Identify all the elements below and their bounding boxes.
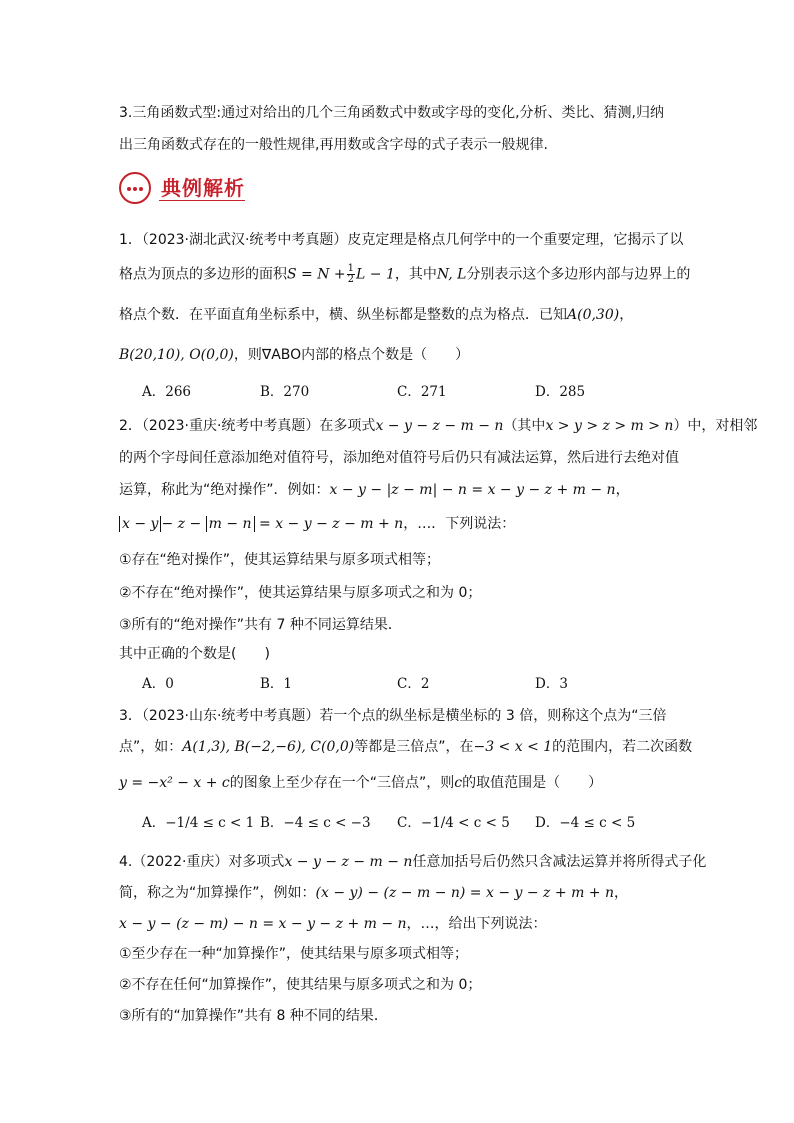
q2-option-a[interactable]: A．0 <box>142 676 174 692</box>
q1-line-1: 1．（2023·湖北武汉·统考中考真题）皮克定理是格点几何学中的一个重要定理，它揭示了以 <box>119 232 684 248</box>
q2-statement-3: ③所有的“绝对操作”共有 7 种不同运算结果． <box>119 617 402 633</box>
q4-line-3: x − y − (z − m) − n = x − y − z + m − n，…，给出下列说法： <box>119 916 547 932</box>
q1-points-bo: B(20,10), O(0,0) <box>119 347 234 363</box>
intro-line-1: 3.三角函数式型:通过对给出的几个三角函数式中数或字母的变化,分析、类比、猜测,归纳 <box>119 105 664 121</box>
q3-option-b[interactable]: B．−4 ≤ c < −3 <box>260 815 371 831</box>
q2-option-d[interactable]: D．3 <box>535 676 568 692</box>
q2-option-c[interactable]: C．2 <box>397 676 430 692</box>
q2-statement-1: ①存在“绝对操作”，使其运算结果与原多项式相等； <box>119 552 441 568</box>
section-title-underline <box>159 200 245 201</box>
q1-line-4: B(20,10), O(0,0)，则∇ABO内部的格点个数是（ ） <box>119 347 470 363</box>
q3-line-2: 点”，如：A(1,3), B(−2,−6), C(0,0)等都是三倍点”，在−3 < x < 1的范围内，若二次函数 <box>119 739 693 755</box>
q3-line-1: 3．（2023·山东·统考中考真题）若一个点的纵坐标是横坐标的 3 倍，则称这个点为“三倍 <box>119 708 667 724</box>
q3-option-c[interactable]: C．−1/4 < c < 5 <box>397 815 510 831</box>
q2-question: 其中正确的个数是( ) <box>119 646 270 662</box>
q1-option-c[interactable]: C．271 <box>397 384 447 400</box>
q1-option-b[interactable]: B．270 <box>260 384 310 400</box>
q2-option-b[interactable]: B．1 <box>260 676 293 692</box>
q4-line-2: 简，称之为“加算操作”，例如：(x − y) − (z − m − n) = x − y − z + m + n， <box>119 885 628 901</box>
q2-polynomial: x − y − z − m − n <box>375 418 504 434</box>
q4-example-1: (x − y) − (z − m − n) = x − y − z + m + n <box>315 885 614 901</box>
q1-option-d[interactable]: D．285 <box>535 384 586 400</box>
q1-option-a[interactable]: A．266 <box>142 384 192 400</box>
q3-points: A(1,3), B(−2,−6), C(0,0) <box>182 739 355 755</box>
q1-text: 格点为顶点的多边形的面积 <box>119 266 287 283</box>
section-header <box>119 170 319 206</box>
q2-line-4: x − y − z − m − n = x − y − z − m + n，…．下列说法： <box>119 514 515 534</box>
q4-statement-1: ①至少存在一种“加算操作”，使其结果与原多项式相等； <box>119 946 469 962</box>
intro-line-2: 出三角函数式存在的一般性规律,再用数或含字母的式子表示一般规律. <box>119 137 548 153</box>
q1-point-a: A(0,30) <box>567 307 620 323</box>
q3-function: y = −x² − x + c <box>119 775 230 791</box>
q1-formula-l: L − 1 <box>356 266 395 283</box>
q2-example-1: x − y − |z − m| − n = x − y − z + m − n <box>329 482 616 498</box>
q3-option-d[interactable]: D．−4 ≤ c < 5 <box>535 815 636 831</box>
q1-line-3: 格点个数．在平面直角坐标系中，横、纵坐标都是整数的点为格点．已知A(0,30)， <box>119 307 634 323</box>
q4-statement-3: ③所有的“加算操作”共有 8 种不同的结果． <box>119 1008 388 1024</box>
q1-fraction: $\frac{1}{2}$ <box>347 263 355 285</box>
q4-example-2: x − y − (z − m) − n = x − y − z + m − n <box>119 916 407 932</box>
q2-line-3: 运算，称此为“绝对操作”．例如：x − y − |z − m| − n = x − y − z + m − n， <box>119 482 630 498</box>
q4-statement-2: ②不存在任何“加算操作”，使其结果与原多项式之和为 0； <box>119 977 482 993</box>
q2-example-2: x − y − z − m − n = x − y − z − m + n <box>119 516 403 532</box>
q2-line-1: 2．（2023·重庆·统考中考真题）在多项式x − y − z − m − n（其中x > y > z > m > n）中，对相邻 <box>119 418 758 434</box>
section-title: 典例解析 <box>161 176 245 200</box>
q4-line-1: 4.（2022·重庆）对多项式x − y − z − m − n任意加括号后仍然只含减法运算并将所得式子化 <box>119 854 707 870</box>
q2-line-2: 的两个字母间任意添加绝对值符号，添加绝对值符号后仍只有减法运算，然后进行去绝对值 <box>119 450 679 466</box>
q4-polynomial: x − y − z − m − n <box>284 854 413 870</box>
ellipsis-circle-icon <box>119 172 151 204</box>
q2-statement-2: ②不存在“绝对操作”，使其运算结果与原多项式之和为 0； <box>119 585 482 601</box>
q1-formula-s: S = N + <box>287 266 346 283</box>
q3-line-3: y = −x² − x + c的图象上至少存在一个“三倍点”，则c的取值范围是（ ） <box>119 775 603 791</box>
q3-option-a[interactable]: A．−1/4 ≤ c < 1 <box>142 815 255 831</box>
q1-line-2: 格点为顶点的多边形的面积S = N + $\frac{1}{2}$ L − 1，其中N, L分别表示这个多边形内部与边界上的 <box>119 263 691 285</box>
